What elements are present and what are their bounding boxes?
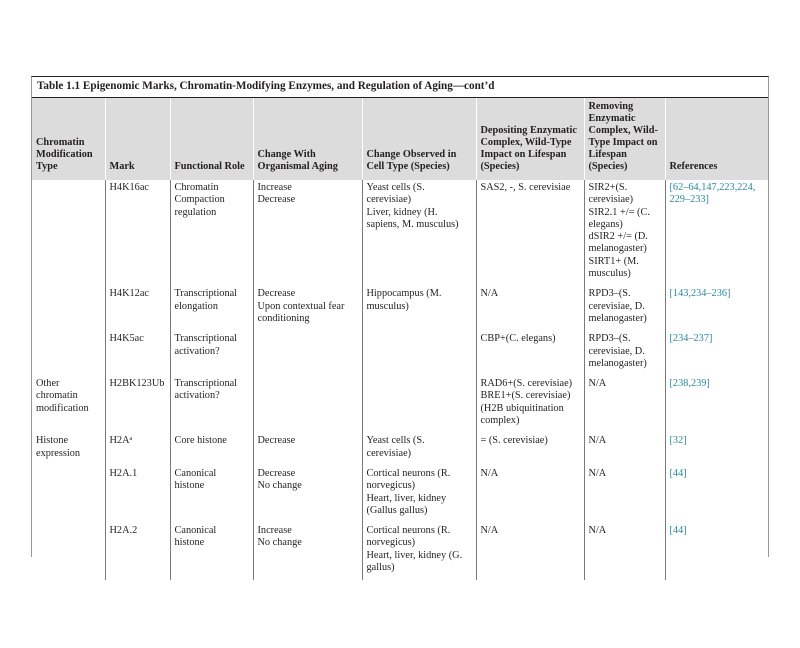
cell-references: [665, 180, 768, 286]
cell-cell-type: [362, 331, 476, 376]
cell-modification-type-text: Other chromatin modification: [36, 378, 89, 414]
cell-mark-text: H4K12ac: [109, 288, 149, 300]
cell-removing-complex-line: dSIR2 +/= (D. melanogaster): [588, 231, 648, 255]
cell-functional-role: [170, 376, 253, 433]
reference-link[interactable]: [234–237]: [669, 333, 713, 345]
cell-removing-complex-line: SIR2.1 +/= (C. elegans): [588, 206, 650, 230]
cell-modification-type: [32, 180, 105, 286]
header-modification-type: Chromatin Modification Type: [32, 98, 105, 180]
cell-references: [665, 523, 768, 580]
cell-mark: [105, 466, 170, 523]
cell-depositing-complex-line: N/A: [480, 525, 499, 537]
cell-depositing-complex-line: N/A: [480, 467, 499, 479]
cell-removing-complex: [584, 331, 665, 376]
cell-cell-type-line: Cortical neurons (R. norvegicus): [366, 467, 451, 492]
header-depositing-complex: Depositing Enzymatic Complex, Wild-Type Impact on Lifespan (Species): [476, 98, 584, 180]
cell-functional-role: [170, 286, 253, 331]
cell-cell-type-line: Yeast cells (S. cerevisiae): [366, 435, 425, 459]
cell-removing-complex-line: RPD3–(S. cerevisiae, D. melanogaster): [588, 288, 647, 324]
cell-removing-complex-line: SIR2+(S. cerevisiae): [588, 182, 634, 206]
cell-functional-role-text: Transcriptional activation?: [174, 333, 238, 357]
cell-removing-complex-line: N/A: [588, 467, 607, 479]
table-row: [32, 376, 768, 433]
cell-depositing-complex-line: RAD6+(S. cerevisiae): [480, 378, 573, 390]
header-cell-type: Change Observed in Cell Type (Species): [362, 98, 476, 180]
reference-link[interactable]: [143,234–236]: [669, 288, 731, 300]
table-title: Table 1.1 Epigenomic Marks, Chromatin-Modifying Enzymes, and Regulation of Aging—cont’d: [32, 77, 768, 98]
cell-change-with-aging: [253, 376, 362, 433]
cell-depositing-complex-line: SAS2, -, S. cerevisiae: [480, 182, 571, 193]
cell-removing-complex: [584, 286, 665, 331]
cell-cell-type: [362, 433, 476, 466]
cell-change-with-aging-line: Decrease: [257, 435, 296, 447]
cell-cell-type: [362, 286, 476, 331]
cell-modification-type: [32, 523, 105, 580]
cell-depositing-complex: [476, 466, 584, 523]
table-row: [32, 180, 768, 286]
cell-cell-type-line: Hippocampus (M. musculus): [366, 288, 442, 312]
cell-depositing-complex: [476, 180, 584, 286]
cell-references: [665, 286, 768, 331]
header-removing-complex: Removing Enzymatic Complex, Wild-Type Impact on Lifespan (Species): [584, 98, 665, 180]
cell-references: [665, 331, 768, 376]
cell-cell-type-line: Yeast cells (S. cerevisiae): [366, 182, 425, 206]
reference-link[interactable]: [44]: [669, 525, 687, 537]
cell-modification-type: [32, 466, 105, 523]
cell-removing-complex-line: N/A: [588, 435, 607, 447]
cell-modification-type-text: Histone expression: [36, 435, 81, 459]
cell-mark: [105, 180, 170, 286]
cell-change-with-aging: [253, 286, 362, 331]
cell-references: [665, 433, 768, 466]
cell-cell-type: [362, 376, 476, 433]
cell-depositing-complex-line: BRE1+(S. cerevisiae): [480, 390, 571, 402]
cell-functional-role: [170, 466, 253, 523]
cell-functional-role-text: Chromatin Compaction regulation: [174, 182, 225, 218]
cell-cell-type: [362, 180, 476, 286]
cell-mark-text: H2BK123Ub: [109, 378, 165, 390]
header-change-with-aging: Change With Organismal Aging: [253, 98, 362, 180]
cell-functional-role-text: Transcriptional activation?: [174, 378, 238, 402]
cell-cell-type-line: Liver, kidney (H. sapiens, M. musculus): [366, 206, 459, 230]
table-frame: [31, 76, 769, 574]
cell-change-with-aging-line: Upon contextual fear conditioning: [257, 300, 345, 324]
cell-change-with-aging: [253, 180, 362, 286]
cell-removing-complex: [584, 376, 665, 433]
header-references: References: [665, 98, 768, 180]
header-row: [32, 98, 768, 180]
cell-modification-type: [32, 331, 105, 376]
reference-link[interactable]: [44]: [669, 467, 687, 479]
cell-references: [665, 466, 768, 523]
cell-functional-role: [170, 523, 253, 580]
cell-mark-text: H2Aᵃ: [109, 435, 133, 447]
cell-functional-role-text: Canonical histone: [174, 525, 217, 549]
cell-change-with-aging: [253, 466, 362, 523]
cell-change-with-aging-line: Decrease: [257, 288, 296, 300]
cell-modification-type: [32, 376, 105, 433]
cell-modification-type: [32, 433, 105, 466]
cell-mark: [105, 331, 170, 376]
cell-depositing-complex-line: = (S. cerevisiae): [480, 435, 548, 447]
cell-cell-type: [362, 466, 476, 523]
cell-functional-role-text: Transcriptional elongation: [174, 288, 238, 312]
cell-change-with-aging-line: Increase: [257, 182, 292, 193]
cell-functional-role: [170, 433, 253, 466]
cell-depositing-complex: [476, 433, 584, 466]
cell-functional-role: [170, 180, 253, 286]
cell-depositing-complex-line: (H2B ubiquitination complex): [480, 402, 564, 427]
cell-depositing-complex-line: CBP+(C. elegans): [480, 333, 556, 345]
header-functional-role: Functional Role: [170, 98, 253, 180]
cell-functional-role: [170, 331, 253, 376]
cell-removing-complex-line: RPD3–(S. cerevisiae, D. melanogaster): [588, 333, 647, 369]
cell-change-with-aging: [253, 331, 362, 376]
table-row: [32, 433, 768, 466]
cell-mark: [105, 523, 170, 580]
cell-depositing-complex: [476, 286, 584, 331]
cell-removing-complex: [584, 180, 665, 286]
reference-link[interactable]: [238,239]: [669, 378, 710, 390]
cell-modification-type: [32, 286, 105, 331]
cell-removing-complex-line: SIRT1+ (M. musculus): [588, 255, 639, 280]
cell-cell-type-line: Cortical neurons (R. norvegicus): [366, 525, 451, 549]
cell-depositing-complex: [476, 376, 584, 433]
cell-depositing-complex-line: N/A: [480, 288, 499, 300]
cell-mark-text: H2A.2: [109, 525, 138, 537]
cell-removing-complex: [584, 433, 665, 466]
cell-cell-type-line: Heart, liver, kidney (G. gallus): [366, 549, 463, 574]
header-mark: Mark: [105, 98, 170, 180]
cell-references: [665, 376, 768, 433]
reference-link[interactable]: [32]: [669, 435, 687, 447]
cell-mark-text: H2A.1: [109, 467, 138, 479]
cell-change-with-aging-line: Increase: [257, 525, 292, 537]
cell-functional-role-text: Core histone: [174, 435, 227, 447]
cell-cell-type: [362, 523, 476, 580]
cell-functional-role-text: Canonical histone: [174, 467, 217, 492]
cell-mark: [105, 286, 170, 331]
cell-change-with-aging: [253, 433, 362, 466]
cell-mark: [105, 433, 170, 466]
table-row: [32, 466, 768, 523]
cell-removing-complex-line: N/A: [588, 378, 607, 390]
table-row: [32, 523, 768, 580]
table-row: [32, 331, 768, 376]
cell-change-with-aging: [253, 523, 362, 580]
cell-mark: [105, 376, 170, 433]
cell-mark-text: H4K16ac: [109, 182, 149, 193]
reference-link[interactable]: [62–64,147,223,224, 229–233]: [669, 182, 756, 206]
cell-change-with-aging-line: Decrease: [257, 194, 296, 206]
cell-cell-type-line: Heart, liver, kidney (Gallus gallus): [366, 492, 447, 516]
cell-mark-text: H4K5ac: [109, 333, 144, 345]
cell-depositing-complex: [476, 523, 584, 580]
epigenomic-marks-table: [32, 98, 768, 580]
table-row: [32, 286, 768, 331]
cell-change-with-aging-line: No change: [257, 480, 302, 492]
cell-change-with-aging-line: No change: [257, 537, 302, 549]
cell-removing-complex: [584, 523, 665, 580]
cell-depositing-complex: [476, 331, 584, 376]
cell-removing-complex-line: N/A: [588, 525, 607, 537]
cell-change-with-aging-line: Decrease: [257, 467, 296, 479]
cell-removing-complex: [584, 466, 665, 523]
